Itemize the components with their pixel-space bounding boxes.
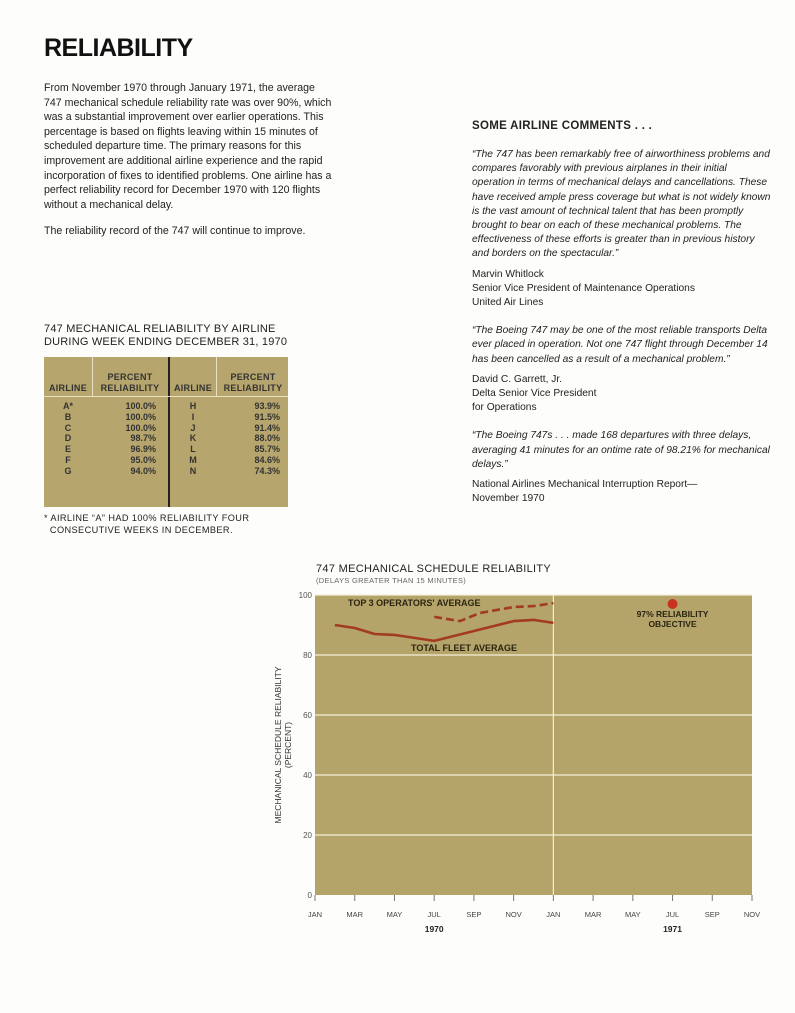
airline-cell: F bbox=[65, 455, 71, 465]
airline-cell: K bbox=[189, 433, 197, 444]
x-tick-label: NOV bbox=[505, 910, 522, 919]
reliability-cell: 100.0% bbox=[125, 401, 156, 411]
x-tick-label: MAY bbox=[624, 910, 641, 919]
airline-cell: N bbox=[189, 465, 197, 476]
header-percent: PERCENT RELIABILITY bbox=[100, 372, 160, 393]
header-percent: PERCENT RELIABILITY bbox=[223, 372, 283, 393]
page-title: RELIABILITY bbox=[44, 34, 193, 62]
x-tick-label: MAY bbox=[386, 910, 403, 919]
x-tick-label: SEP bbox=[704, 910, 720, 919]
y-tick-label: 0 bbox=[307, 891, 312, 900]
y-tick-label: 20 bbox=[303, 831, 312, 840]
y-tick-label: 40 bbox=[303, 771, 312, 780]
attribution-name: Marvin Whitlock bbox=[472, 268, 544, 280]
reliability-cell: 84.6% bbox=[254, 455, 280, 465]
x-tick-label: JAN bbox=[546, 910, 561, 919]
objective-label: OBJECTIVE bbox=[648, 619, 697, 629]
table-title-line: DURING WEEK ENDING DECEMBER 31, 1970 bbox=[44, 336, 288, 348]
airline-cell: L bbox=[190, 444, 196, 455]
x-tick-label: JUL bbox=[665, 910, 680, 919]
attribution-title: Senior Vice President of Maintenance Operations bbox=[472, 282, 695, 294]
x-tick-label: NOV bbox=[743, 910, 761, 919]
footnote-line: * AIRLINE “A” HAD 100% RELIABILITY FOUR bbox=[44, 513, 250, 523]
intro-paragraph: From November 1970 through January 1971, the average 747 mechanical schedule reliability rate was over 90%, which was a substantial improvement over earlier operations. This percentage is based on flights leaving within 15 minutes of scheduled departure time. The primary reasons for this improvement are additional airline experience and the rapid incorporation of fixes to identified problems. One airline has a perfect reliability record for December 1970 with 120 flights without a mechanical delay. bbox=[44, 82, 332, 211]
attribution-date: November 1970 bbox=[472, 493, 545, 505]
objective-label: 97% RELIABILITY bbox=[636, 609, 709, 619]
comment-quote: “The 747 has been remarkably free of airworthiness problems and compares favorably with previous airplanes in their initial operation in terms of mechanical delays and cancellations. These have received ample press coverage but what is not widely known is the vast amount of technical talent that has been promptly brought to bear on each of these mechanical problems. The effectiveness of these efforts is greater than in previous history and borders on the spectacular.” bbox=[472, 149, 771, 260]
y-tick-label: 60 bbox=[303, 711, 312, 720]
x-tick-label: MAR bbox=[346, 910, 364, 919]
plot-area bbox=[315, 595, 752, 895]
reliability-cell: 74.3% bbox=[254, 465, 280, 476]
chart-title: 747 MECHANICAL SCHEDULE RELIABILITY bbox=[316, 563, 552, 575]
airline-cell: I bbox=[191, 411, 195, 422]
reliability-cell: 98.7% bbox=[130, 433, 156, 444]
header-airline: AIRLINE bbox=[173, 383, 213, 393]
reliability-cell: 100.0% bbox=[125, 422, 156, 433]
header-airline: AIRLINE bbox=[48, 383, 88, 393]
year-label: 1970 bbox=[424, 924, 444, 934]
comments-heading: SOME AIRLINE COMMENTS . . . bbox=[472, 120, 653, 132]
chart-subtitle: (DELAYS GREATER THAN 15 MINUTES) bbox=[316, 576, 467, 585]
footnote-line: CONSECUTIVE WEEKS IN DECEMBER. bbox=[49, 525, 233, 535]
y-axis-label: MECHANICAL SCHEDULE RELIABILITY bbox=[273, 666, 283, 824]
attribution-org: for Operations bbox=[472, 402, 537, 414]
x-tick-label: JAN bbox=[307, 910, 323, 919]
reliability-cell: 93.9% bbox=[254, 401, 280, 411]
attribution-org: United Air Lines bbox=[472, 297, 544, 309]
comment-quote: “The Boeing 747s . . . made 168 departures with three delays, averaging 41 minutes for an ontime rate of 98.21% for mechanical delays.” bbox=[472, 430, 770, 470]
x-tick-label: JUL bbox=[427, 910, 441, 919]
airline-cell: A* bbox=[62, 401, 73, 411]
attribution-name: David C. Garrett, Jr. bbox=[472, 373, 563, 385]
table-title-line: 747 MECHANICAL RELIABILITY BY AIRLINE bbox=[44, 323, 276, 335]
reliability-cell: 88.0% bbox=[254, 433, 280, 444]
reliability-cell: 95.0% bbox=[130, 455, 156, 465]
y-tick-label: 100 bbox=[298, 591, 312, 600]
reliability-cell: 91.4% bbox=[254, 422, 280, 433]
reliability-cell: 91.5% bbox=[254, 411, 280, 422]
airline-cell: G bbox=[64, 465, 72, 476]
reliability-cell: 85.7% bbox=[254, 444, 280, 455]
comment-quote: “The Boeing 747 may be one of the most reliable transports Delta ever placed in operation. Not one 747 flight through December 14 has been cancelled as a result of a mechanical problem.” bbox=[472, 325, 768, 365]
airline-cell: M bbox=[189, 455, 197, 465]
reliability-cell: 96.9% bbox=[130, 444, 156, 455]
airline-cell: J bbox=[190, 422, 196, 433]
reliability-cell: 100.0% bbox=[125, 411, 156, 422]
airline-cell: D bbox=[64, 433, 72, 444]
airline-cell: H bbox=[189, 401, 197, 411]
airline-cell: E bbox=[64, 444, 71, 455]
intro-paragraph: The reliability record of the 747 will continue to improve. bbox=[44, 225, 306, 238]
attribution-title: Delta Senior Vice President bbox=[472, 388, 597, 400]
airline-cell: C bbox=[64, 422, 72, 433]
year-label: 1971 bbox=[663, 924, 683, 934]
attribution-name: National Airlines Mechanical Interruption Report— bbox=[472, 479, 698, 491]
series-label: TOP 3 OPERATORS' AVERAGE bbox=[348, 598, 481, 608]
y-tick-label: 80 bbox=[303, 651, 312, 660]
reliability-cell: 94.0% bbox=[130, 465, 156, 476]
x-tick-label: MAR bbox=[584, 910, 602, 919]
objective-dot bbox=[668, 599, 678, 609]
y-axis-label: (PERCENT) bbox=[283, 721, 293, 769]
series-label: TOTAL FLEET AVERAGE bbox=[411, 643, 518, 653]
airline-cell: B bbox=[64, 411, 72, 422]
x-tick-label: SEP bbox=[466, 910, 482, 919]
